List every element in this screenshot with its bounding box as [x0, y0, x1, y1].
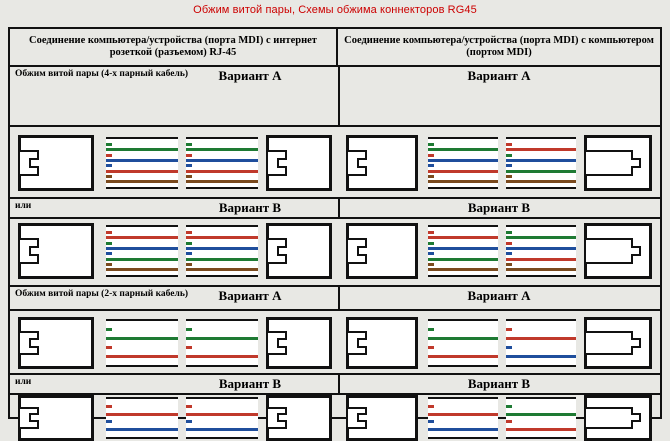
page-title: Обжим витой пары, Схемы обжима коннекторов RG45 — [193, 4, 477, 16]
wire-green — [106, 148, 178, 151]
wiring-diagram-board — [8, 27, 662, 419]
wire-orange — [506, 428, 576, 431]
wire-brown — [186, 268, 258, 271]
wire-orange-white — [506, 328, 576, 331]
rj45-connector-right-1 — [346, 135, 418, 191]
section-2-variant-a — [10, 287, 660, 311]
wire-blue-white — [428, 164, 498, 167]
wire-orange-white — [106, 346, 178, 349]
row-separator — [10, 125, 660, 127]
wire-green — [186, 258, 258, 261]
wire-strip-1a-right-left — [428, 137, 498, 189]
wire-orange — [186, 170, 258, 173]
wire-orange-white — [428, 154, 498, 157]
wire-orange-white — [506, 143, 576, 146]
or-label-2: или — [15, 377, 32, 387]
wire-blue — [428, 428, 498, 431]
wire-orange-white — [106, 405, 178, 408]
rj45-connector-right-3 — [346, 317, 418, 369]
rj45-connector-right-1b — [584, 135, 652, 191]
wire-blue — [506, 247, 576, 250]
wire-brown-white — [186, 263, 258, 266]
wire-strip-2a-mid — [186, 319, 258, 367]
section-1-right-variant-a-label: Вариант А — [467, 68, 531, 83]
wire-strip-2b-left — [106, 397, 178, 439]
rj45-socket-4 — [266, 395, 332, 441]
wire-brown-white — [506, 263, 576, 266]
wire-blue-white — [186, 420, 258, 423]
wire-green-white — [106, 328, 178, 331]
wire-blue-white — [428, 252, 498, 255]
wire-orange — [106, 355, 178, 358]
wire-orange-white — [186, 346, 258, 349]
wire-brown — [106, 180, 178, 183]
wire-orange-white — [186, 231, 258, 234]
wire-orange — [428, 355, 498, 358]
wire-green-white — [506, 231, 576, 234]
rj45-connector-right-2 — [346, 223, 418, 279]
wire-green-white — [428, 328, 498, 331]
wire-green — [106, 337, 178, 340]
wire-brown — [428, 180, 498, 183]
row-separator — [10, 217, 660, 219]
wire-blue — [186, 428, 258, 431]
wire-orange-white — [428, 346, 498, 349]
rj45-connector-left-4 — [18, 395, 94, 441]
wire-brown-white — [428, 263, 498, 266]
wire-strip-1b-right-mid — [506, 225, 576, 277]
wire-brown-white — [506, 175, 576, 178]
wire-strip-2a-right-mid — [506, 319, 576, 367]
wire-orange — [186, 236, 258, 239]
wire-green-white — [428, 143, 498, 146]
wire-blue-white — [106, 420, 178, 423]
section-1-right-variant-b-label: Вариант B — [467, 200, 531, 215]
wire-green-white — [506, 154, 576, 157]
wire-blue-white — [106, 164, 178, 167]
wire-strip-1b-left — [106, 225, 178, 277]
wire-orange-white — [506, 242, 576, 245]
section-1-variant-a — [10, 67, 660, 127]
wire-strip-2b-right-left — [428, 397, 498, 439]
wire-strip-1b-right-left — [428, 225, 498, 277]
wire-brown — [506, 268, 576, 271]
rj45-connector-left-3 — [18, 317, 94, 369]
wire-blue-white — [106, 252, 178, 255]
wire-green — [428, 258, 498, 261]
section-2-variant-a-label: Вариант А — [218, 288, 282, 303]
wire-blue-white — [186, 252, 258, 255]
wire-green — [106, 258, 178, 261]
wire-blue-white — [506, 164, 576, 167]
wire-orange — [106, 413, 178, 416]
wire-blue — [506, 355, 576, 358]
wire-strip-1a-right-mid — [506, 137, 576, 189]
rj45-socket-3 — [266, 317, 332, 369]
wire-blue — [186, 247, 258, 250]
wire-green — [506, 413, 576, 416]
row-separator — [10, 309, 660, 311]
wire-strip-1a-mid — [186, 137, 258, 189]
wire-blue-white — [186, 164, 258, 167]
wire-strip-1a-left — [106, 137, 178, 189]
wire-orange-white — [106, 154, 178, 157]
wire-green-white — [506, 405, 576, 408]
wire-green — [428, 148, 498, 151]
wire-blue — [428, 247, 498, 250]
wire-strip-1b-mid — [186, 225, 258, 277]
wire-blue — [106, 428, 178, 431]
wire-green — [186, 148, 258, 151]
wire-blue — [106, 159, 178, 162]
rj45-connector-right-2b — [584, 223, 652, 279]
header-right: Соединение компьютера/устройства (порта MDI) с компьютером (портом MDI) — [338, 29, 660, 67]
section-2-right-variant-b-label: Вариант B — [467, 376, 531, 391]
wire-green-white — [106, 143, 178, 146]
wire-orange-white — [186, 154, 258, 157]
or-label-1: или — [15, 201, 32, 211]
wire-green-white — [186, 328, 258, 331]
wire-brown — [506, 180, 576, 183]
section-1-variant-b-label: Вариант B — [218, 200, 282, 215]
row-separator — [10, 393, 660, 395]
wire-orange — [428, 236, 498, 239]
wire-brown — [186, 180, 258, 183]
wire-orange — [428, 413, 498, 416]
wire-orange — [186, 355, 258, 358]
wire-strip-2a-left — [106, 319, 178, 367]
wire-orange — [506, 148, 576, 151]
wire-orange — [506, 337, 576, 340]
section-1-variant-b — [10, 199, 660, 217]
wire-green — [186, 337, 258, 340]
wire-orange-white — [428, 405, 498, 408]
wire-orange — [106, 236, 178, 239]
wire-orange — [506, 258, 576, 261]
rj45-connector-right-3b — [584, 317, 652, 369]
wire-green-white — [106, 242, 178, 245]
rj45-socket-2 — [266, 223, 332, 279]
wire-green — [506, 236, 576, 239]
wire-orange — [186, 413, 258, 416]
wire-orange-white — [428, 231, 498, 234]
rj45-socket-1 — [266, 135, 332, 191]
wire-blue — [106, 247, 178, 250]
wire-brown-white — [186, 175, 258, 178]
wire-green — [506, 170, 576, 173]
rj45-connector-right-4 — [346, 395, 418, 441]
wire-brown-white — [106, 175, 178, 178]
wire-orange-white — [106, 231, 178, 234]
section-2-variant-b — [10, 375, 660, 393]
wire-orange-white — [506, 420, 576, 423]
wire-blue — [428, 159, 498, 162]
rj45-connector-right-4b — [584, 395, 652, 441]
section-1-variant-a-label: Вариант А — [218, 68, 282, 83]
wire-brown — [106, 268, 178, 271]
wire-brown — [428, 268, 498, 271]
wire-orange — [106, 170, 178, 173]
wire-brown-white — [106, 263, 178, 266]
section-2-right-variant-a-label: Вариант А — [467, 288, 531, 303]
section-2-label: Обжим витой пары (2-х парный кабель) — [15, 289, 189, 299]
wire-strip-2b-mid — [186, 397, 258, 439]
section-1-label: Обжим витой пары (4-х парный кабель) — [15, 69, 189, 79]
wire-green — [428, 337, 498, 340]
wire-orange-white — [186, 405, 258, 408]
wire-blue — [186, 159, 258, 162]
wire-strip-2b-right-mid — [506, 397, 576, 439]
wire-blue-white — [428, 420, 498, 423]
wire-brown-white — [428, 175, 498, 178]
wire-green-white — [186, 242, 258, 245]
rj45-connector-left-2 — [18, 223, 94, 279]
wire-blue-white — [506, 252, 576, 255]
wire-blue-white — [506, 346, 576, 349]
wire-blue — [506, 159, 576, 162]
wire-green-white — [186, 143, 258, 146]
wire-strip-2a-right-left — [428, 319, 498, 367]
rj45-connector-left-1 — [18, 135, 94, 191]
header-left: Соединение компьютера/устройства (порта MDI) с интернет розеткой (разъемом) RJ-45 — [10, 29, 338, 67]
wire-orange — [428, 170, 498, 173]
wire-green-white — [428, 242, 498, 245]
section-2-variant-b-label: Вариант B — [218, 376, 282, 391]
